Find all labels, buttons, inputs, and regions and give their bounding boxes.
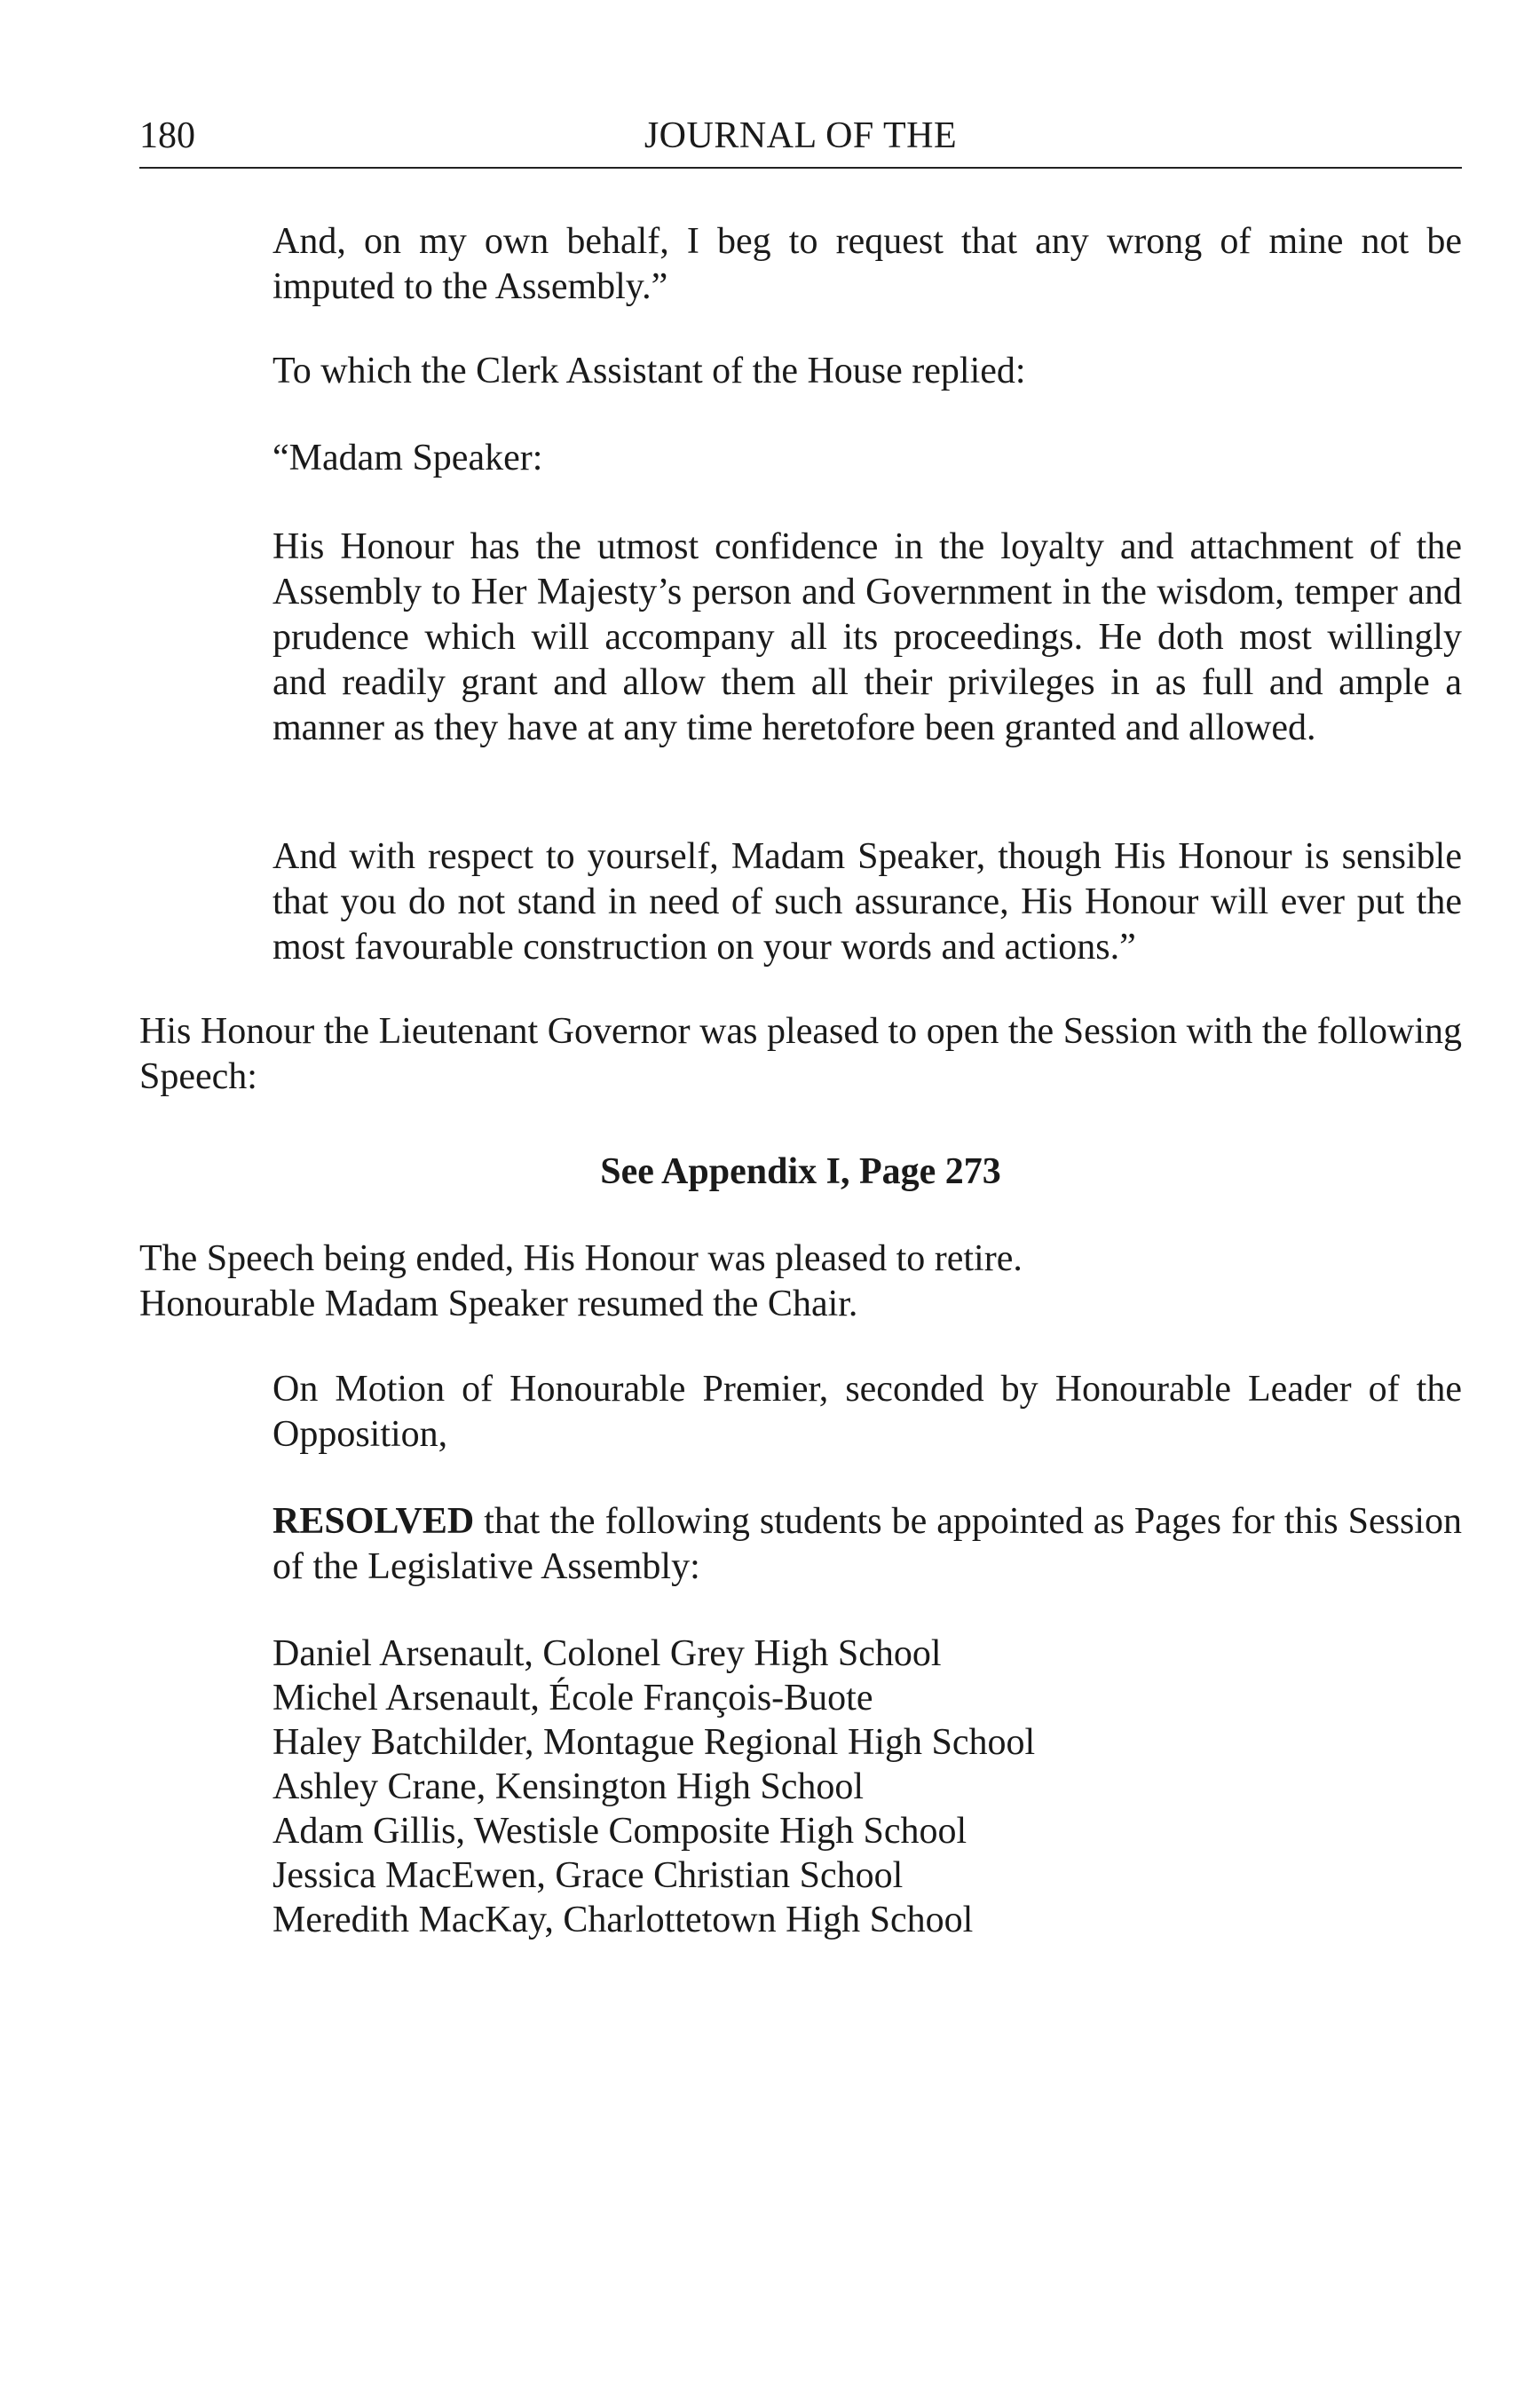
list-item: Adam Gillis, Westisle Composite High School [272, 1811, 967, 1852]
list-item: Jessica MacEwen, Grace Christian School [272, 1855, 904, 1896]
paragraph-salutation: “Madam Speaker: [272, 438, 543, 478]
list-item: Haley Batchilder, Montague Regional High School [272, 1722, 1036, 1763]
list-item: Daniel Arsenault, Colonel Grey High School [272, 1633, 942, 1674]
speaker-resumed-line: Honourable Madam Speaker resumed the Chair. [139, 1284, 858, 1324]
list-item: Meredith MacKay, Charlottetown High School [272, 1900, 974, 1940]
page-header [139, 117, 1462, 169]
paragraph-honour-assurance: And with respect to yourself, Madam Speaker, though His Honour is sensible that you do not stand in need of such assurance, His Honour will ever put the most favourable construction on your words and actions.” [272, 836, 1462, 968]
running-head: JOURNAL OF THE [644, 115, 958, 156]
paragraph-clerk-reply-intro: To which the Clerk Assistant of the House replied: [272, 351, 1026, 391]
paragraph-motion: On Motion of Honourable Premier, seconded by Honourable Leader of the Opposition, [272, 1369, 1462, 1455]
resolved-keyword: RESOLVED [272, 1501, 475, 1542]
paragraph-resolved [272, 1499, 1462, 1590]
paragraph-speech-ended [139, 1237, 1462, 1327]
appendix-reference: See Appendix I, Page 273 [600, 1151, 1001, 1192]
pages-list [272, 1632, 1035, 1942]
speech-ended-line: The Speech being ended, His Honour was pleased to retire. [139, 1238, 1023, 1279]
paragraph-speech-opening: His Honour the Lieutenant Governor was pleased to open the Session with the following Speech: [139, 1011, 1462, 1097]
paragraph-honour-confidence: His Honour has the utmost confidence in the loyalty and attachment of the Assembly to Her Majesty’s person and Government in the wisdom, temper and prudence which will accompany all its proceedings. He doth most willingly and readily grant and allow them all their privileges in as full and ample a manner as they have at any time heretofore been granted and allowed. [272, 526, 1462, 748]
resolved-text: that the following students be appointed as Pages for this Session of the Legislative Assembly: [272, 1501, 1462, 1587]
list-item: Michel Arsenault, École François-Buote [272, 1678, 873, 1718]
paragraph-speaker-request: And, on my own behalf, I beg to request that any wrong of mine not be imputed to the Assembly.” [272, 221, 1462, 307]
list-item: Ashley Crane, Kensington High School [272, 1766, 865, 1807]
page-number: 180 [139, 115, 195, 156]
